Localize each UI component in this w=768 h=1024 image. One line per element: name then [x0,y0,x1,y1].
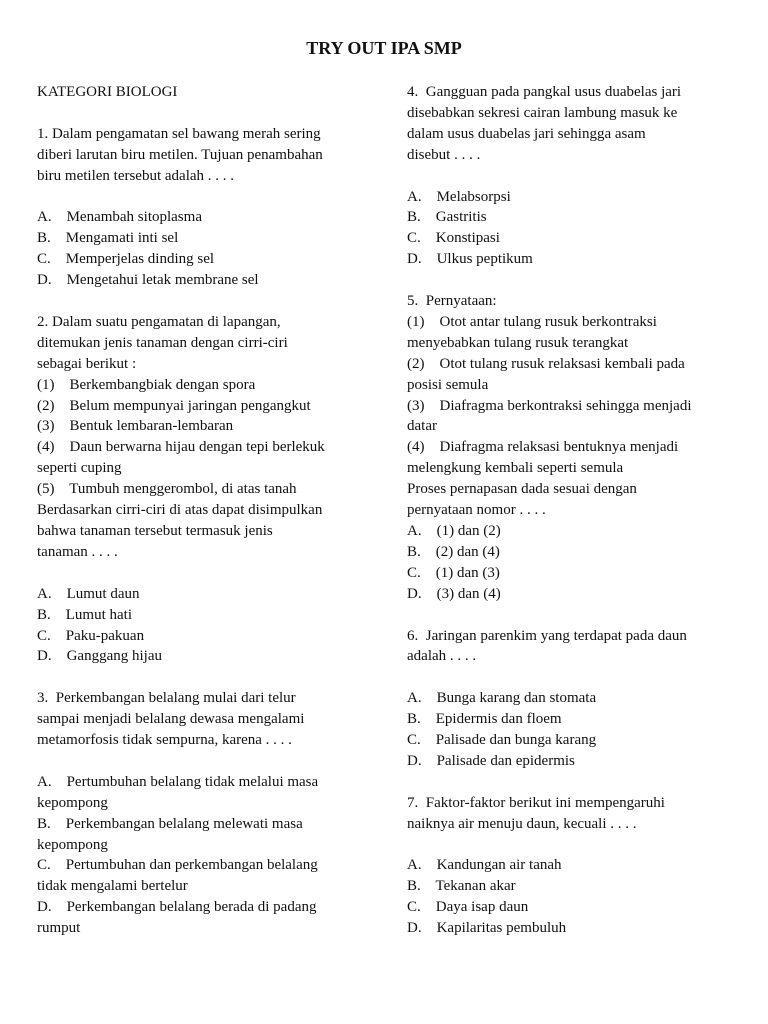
right-text-line: menyebabkan tulang rusuk terangkat [407,334,629,351]
page-title: TRY OUT IPA SMP [306,38,462,58]
left-text-line: rumput [37,920,81,937]
right-text-line: D. (3) dan (4) [407,585,501,602]
blank-line [407,772,737,793]
blank-line [37,751,367,772]
left-text-line: 2. Dalam suatu pengamatan di lapangan, [37,313,281,330]
right-text-line: adalah . . . . [407,648,477,665]
right-column [407,82,737,939]
right-text-line: 6. Jaringan parenkim yang terdapat pada daun [407,627,687,644]
left-text-line: sebagai berikut : [37,355,137,372]
left-text-line: kepompong [37,836,108,853]
left-text-line: (5) Tumbuh menggerombol, di atas tanah [37,481,297,498]
right-text-line: 5. Pernyataan: [407,293,497,310]
left-text-line: B. Perkembangan belalang melewati masa [37,815,303,832]
right-text-line: B. Gastritis [407,209,487,226]
left-text-line: diberi larutan biru metilen. Tujuan penambahan [37,146,323,163]
blank-line [37,291,367,312]
right-text-line: naiknya air menuju daun, kecuali . . . . [407,815,637,832]
right-text-line: melengkung kembali seperti semula [407,460,624,477]
right-text-line: posisi semula [407,376,489,393]
blank-line [37,563,367,584]
left-text-line: C. Paku-pakuan [37,627,145,644]
left-text-line: biru metilen tersebut adalah . . . . [37,167,235,184]
right-text-line: D. Palisade dan epidermis [407,752,575,769]
left-text-line: B. Lumut hati [37,606,132,623]
left-text-line: 3. Perkembangan belalang mulai dari telur [37,690,296,707]
left-text-line: D. Mengetahui letak membrane sel [37,272,259,289]
right-text-line: pernyataan nomor . . . . [407,502,546,519]
left-text-line: C. Memperjelas dinding sel [37,251,215,268]
right-text-line: A. (1) dan (2) [407,523,501,539]
left-text-line: (1) Berkembangbiak dengan spora [37,376,256,393]
left-text-line: metamorfosis tidak sempurna, karena . . . . [37,732,292,749]
left-text-line: (3) Bentuk lembaran-lembaran [37,418,234,435]
left-text-line: sampai menjadi belalang dewasa mengalami [37,711,305,728]
right-text-line: disebut . . . . [407,146,481,163]
right-text-line: A. Melabsorpsi [407,188,511,205]
left-text-line: ditemukan jenis tanaman dengan cirri-ciri [37,334,288,351]
right-text-line: datar [407,418,437,435]
blank-line [407,605,737,626]
left-text-line: A. Lumut daun [37,585,140,602]
left-text-line: bahwa tanaman tersebut termasuk jenis [37,522,273,539]
left-text-line: B. Mengamati inti sel [37,230,179,247]
left-text-line: A. Menambah sitoplasma [37,209,202,226]
blank-line [37,103,367,124]
right-text-line: 7. Faktor-faktor berikut ini mempengaruhi [407,794,665,811]
right-text-line: 4. Gangguan pada pangkal usus duabelas jari [407,84,682,100]
right-text-line: Proses pernapasan dada sesuai dengan [407,481,637,498]
right-text-line: B. Epidermis dan floem [407,711,562,728]
right-text-line: B. Tekanan akar [407,878,516,895]
left-text-line: D. Perkembangan belalang berada di padang [37,899,317,916]
right-text-line: (1) Otot antar tulang rusuk berkontraksi [407,313,657,330]
right-text-line: disebabkan sekresi cairan lambung masuk ke [407,104,678,121]
left-text-line: Berdasarkan cirri-ciri di atas dapat disimpulkan [37,502,323,519]
left-text-line: C. Pertumbuhan dan perkembangan belalang [37,857,318,874]
right-text-line: B. (2) dan (4) [407,543,500,560]
blank-line [407,166,737,187]
right-text-line: (3) Diafragma berkontraksi sehingga menjadi [407,397,692,414]
left-text-line: tidak mengalami bertelur [37,878,188,895]
right-text-line: D. Kapilaritas pembuluh [407,920,567,937]
right-text-line: C. Palisade dan bunga karang [407,732,597,749]
left-text-line: tanaman . . . . [37,543,118,560]
left-text-line: 1. Dalam pengamatan sel bawang merah sering [37,125,321,142]
right-text-line: D. Ulkus peptikum [407,251,533,268]
left-text-line: kepompong [37,794,108,811]
left-text-line: D. Ganggang hijau [37,648,162,665]
left-text-line: KATEGORI BIOLOGI [37,84,178,100]
left-text-line: A. Pertumbuhan belalang tidak melalui masa [37,773,319,790]
left-text-line: (4) Daun berwarna hijau dengan tepi berlekuk [37,439,325,456]
right-text-line: A. Kandungan air tanah [407,857,562,874]
left-text-line: (2) Belum mempunyai jaringan pengangkut [37,397,311,414]
blank-line [407,667,737,688]
blank-line [407,835,737,856]
blank-line [407,270,737,291]
right-text-line: A. Bunga karang dan stomata [407,690,597,707]
left-text-line: seperti cuping [37,460,122,477]
right-text-line: (2) Otot tulang rusuk relaksasi kembali pada [407,355,685,372]
blank-line [37,187,367,208]
right-text-line: C. (1) dan (3) [407,564,500,581]
right-text-line: dalam usus duabelas jari sehingga asam [407,125,646,142]
right-text-line: (4) Diafragma relaksasi bentuknya menjadi [407,439,679,456]
left-column [37,82,367,939]
right-text-line: C. Konstipasi [407,230,500,247]
right-text-line: C. Daya isap daun [407,899,529,916]
blank-line [37,667,367,688]
